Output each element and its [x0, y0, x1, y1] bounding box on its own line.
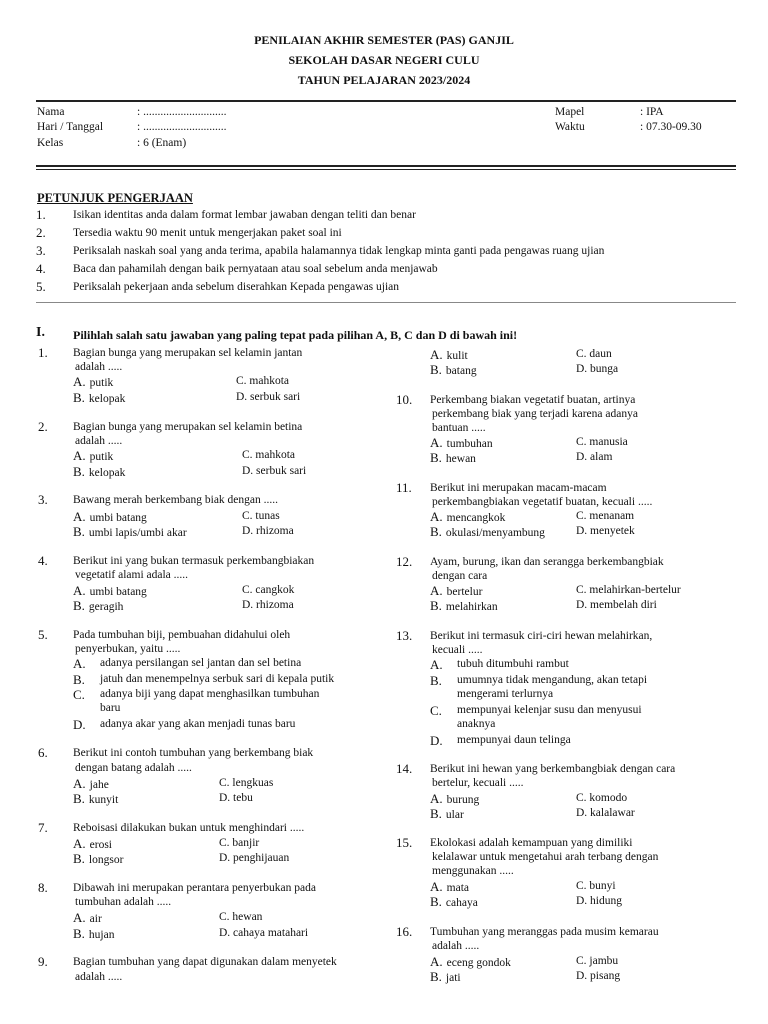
option-letter: A. [73, 374, 86, 389]
option-c[interactable]: C. menanam [576, 510, 635, 522]
option-letter: A. [430, 435, 443, 450]
option-letter: B. [430, 894, 442, 909]
question-text: Bagian bunga yang merupakan sel kelamin betina [73, 421, 303, 433]
question-number: 9. [38, 954, 48, 969]
question-text: Pada tumbuhan biji, pembuahan didahului oleh [73, 629, 291, 641]
question-text: Ekolokasi adalah kemampuan yang dimiliki [430, 837, 633, 849]
option-letter: A. [73, 583, 86, 598]
option-d[interactable]: D. alam [576, 451, 613, 463]
identity-divider-bottom [36, 169, 736, 170]
option-text: hujan [88, 929, 115, 941]
option-a[interactable] [430, 879, 469, 895]
nama-label: Nama [37, 106, 65, 118]
option-a[interactable] [73, 910, 102, 926]
question-text: Perkembang biakan vegetatif buatan, artinya [430, 394, 636, 406]
option-letter: B. [430, 673, 442, 688]
option-d[interactable]: D. hidung [576, 895, 622, 907]
option-a[interactable] [430, 791, 479, 807]
option-d[interactable]: mempunyai daun telinga [457, 734, 571, 746]
section-instruction: Pilihlah salah satu jawaban yang paling tepat pada pilihan A, B, C dan D di bawah ini! [73, 328, 518, 342]
school-year: TAHUN PELAJARAN 2023/2024 [297, 73, 471, 87]
identity-divider-top [36, 165, 736, 167]
option-c[interactable]: C. manusia [576, 436, 628, 448]
option-text: mata [446, 882, 469, 894]
question-text: adalah ..... [75, 361, 123, 373]
option-text: geragih [88, 601, 124, 613]
instruction-number: 1. [36, 207, 46, 222]
question-text: vegetatif alami adala ..... [75, 569, 189, 581]
option-text: okulasi/menyambung [445, 527, 545, 539]
instruction-number: 3. [36, 243, 46, 258]
option-text: putik [89, 377, 114, 389]
option-letter: B. [73, 598, 85, 613]
option-letter: A. [430, 509, 443, 524]
option-c[interactable]: C. komodo [576, 792, 628, 804]
option-text: umbi batang [89, 512, 147, 524]
question-text: Tumbuhan yang meranggas pada musim kemarau [430, 926, 659, 938]
option-b[interactable]: umumnya tidak mengandung, akan tetapi [457, 674, 648, 686]
question-number: 3. [38, 492, 48, 507]
option-letter: B. [430, 450, 442, 465]
instructions-divider [36, 302, 736, 303]
header-divider [36, 100, 736, 102]
option-d[interactable]: D. serbuk sari [236, 391, 301, 403]
option-text: melahirkan [445, 601, 498, 613]
instruction-text: Periksalah pekerjaan anda sebelum diserahkan Kepada pengawas ujian [73, 281, 400, 293]
instruction-text: Periksalah naskah soal yang anda terima, apabila halamannya tidak lengkap minta ganti pada pengawas ruang ujian [73, 245, 605, 257]
option-c-continued: baru [100, 702, 121, 714]
question-number: 5. [38, 627, 48, 642]
option-a[interactable]: adanya persilangan sel jantan dan sel betina [100, 657, 302, 669]
option-text: hewan [445, 453, 476, 465]
option-c[interactable]: C. tunas [242, 510, 280, 522]
option-c[interactable]: C. bunyi [576, 880, 616, 892]
question-text: adalah ..... [75, 971, 123, 983]
option-b[interactable] [73, 390, 125, 406]
option-letter: A. [73, 836, 86, 851]
option-c[interactable]: C. melahirkan-bertelur [576, 584, 681, 596]
option-d[interactable]: adanya akar yang akan menjadi tunas baru [100, 718, 296, 730]
option-c[interactable]: C. banjir [219, 837, 260, 849]
option-d[interactable]: D. bunga [576, 363, 619, 375]
option-a[interactable] [430, 954, 511, 970]
option-c[interactable]: C. cangkok [242, 584, 295, 596]
option-d[interactable]: D. pisang [576, 970, 621, 982]
option-b[interactable] [430, 362, 477, 378]
nama-field: : ............................. [137, 106, 227, 118]
mapel-value: : IPA [640, 106, 664, 118]
option-text: eceng gondok [446, 957, 511, 969]
waktu-value: : 07.30-09.30 [640, 121, 702, 133]
question-text: Berikut ini contoh tumbuhan yang berkembang biak [73, 747, 314, 759]
option-text: tumbuhan [446, 438, 493, 450]
hari-label: Hari / Tanggal [37, 121, 104, 133]
question-text: bantuan ..... [432, 422, 486, 434]
option-a[interactable] [73, 583, 147, 599]
option-d[interactable]: D. serbuk sari [242, 465, 307, 477]
question-text: perkembang biak yang terjadi karena adanya [432, 408, 638, 420]
option-text: batang [445, 365, 477, 377]
option-text: kelopak [88, 393, 126, 405]
option-b-continued: mengerami terlurnya [457, 688, 554, 700]
option-letter: A. [73, 509, 86, 524]
option-letter: B. [73, 672, 85, 687]
question-text: adalah ..... [432, 940, 480, 952]
question-number: 16. [396, 924, 413, 939]
question-number: 15. [396, 835, 413, 850]
question-text: Dibawah ini merupakan perantara penyerbukan pada [73, 882, 316, 894]
option-letter: B. [73, 524, 85, 539]
option-text: jati [445, 972, 461, 984]
question-text: Bagian bunga yang merupakan sel kelamin jantan [73, 347, 303, 359]
option-c[interactable]: mempunyai kelenjar susu dan menyusui [457, 704, 642, 716]
question-text: perkembangbiakan vegetatif buatan, kecuali ..... [432, 496, 653, 508]
option-letter: D. [73, 717, 86, 732]
school-name: SEKOLAH DASAR NEGERI CULU [288, 53, 480, 67]
kelas-value: : 6 (Enam) [137, 137, 187, 149]
option-d[interactable]: D. menyetek [576, 525, 635, 537]
option-d[interactable]: D. rhizoma [242, 599, 294, 611]
question-text: Ayam, burung, ikan dan serangga berkembangbiak [430, 556, 664, 568]
option-letter: A. [430, 954, 443, 969]
option-a[interactable] [430, 347, 468, 363]
question-text: Berikut ini merupakan macam-macam [430, 482, 607, 494]
question-text: kecuali ..... [432, 644, 483, 656]
question-text: Berikut ini termasuk ciri-ciri hewan melahirkan, [430, 630, 653, 642]
option-b[interactable] [430, 969, 461, 985]
instructions-heading: PETUNJUK PENGERJAAN [37, 191, 193, 205]
option-text: umbi batang [89, 586, 147, 598]
option-text: umbi lapis/umbi akar [88, 527, 187, 539]
option-letter: B. [73, 464, 85, 479]
option-text: kulit [446, 350, 468, 362]
option-text: burung [446, 794, 480, 806]
section-roman: I. [36, 325, 45, 340]
option-b[interactable] [430, 598, 498, 614]
hari-field: : ............................. [137, 121, 227, 133]
option-letter: B. [430, 362, 442, 377]
instruction-text: Isikan identitas anda dalam format lembar jawaban dengan teliti dan benar [73, 209, 416, 221]
option-d[interactable]: D. membelah diri [576, 599, 657, 611]
question-text: menggunakan ..... [432, 865, 514, 877]
question-number: 7. [38, 820, 48, 835]
option-a[interactable] [73, 776, 109, 792]
option-d[interactable]: D. penghijauan [219, 852, 290, 864]
exam-title: PENILAIAN AKHIR SEMESTER (PAS) GANJIL [254, 33, 514, 47]
option-b[interactable] [430, 806, 464, 822]
option-text: jahe [89, 779, 109, 791]
option-letter: B. [430, 598, 442, 613]
option-b[interactable] [73, 926, 114, 942]
option-c[interactable]: C. hewan [219, 911, 263, 923]
option-c[interactable]: C. mahkota [236, 375, 290, 387]
option-letter: D. [430, 733, 443, 748]
option-b[interactable] [430, 894, 478, 910]
option-text: kunyit [88, 794, 119, 806]
question-number: 12. [396, 554, 413, 569]
question-number: 1. [38, 345, 48, 360]
question-text: bertelur, kecuali ..... [432, 777, 524, 789]
question-text: kelalawar untuk mengetahui arah terbang dengan [432, 851, 659, 863]
question-number: 2. [38, 419, 48, 434]
option-letter: B. [430, 806, 442, 821]
question-text: Bagian tumbuhan yang dapat digunakan dalam menyetek [73, 956, 337, 968]
option-text: mencangkok [446, 512, 506, 524]
option-a[interactable] [430, 583, 482, 599]
option-a[interactable] [73, 448, 113, 464]
option-c-continued: anaknya [457, 718, 496, 730]
mapel-label: Mapel [555, 106, 585, 118]
question-text: Reboisasi dilakukan bukan untuk menghindari ..... [73, 822, 305, 834]
option-letter: B. [73, 851, 85, 866]
option-c[interactable]: C. daun [576, 348, 612, 360]
question-number: 13. [396, 628, 413, 643]
question-text: adalah ..... [75, 435, 123, 447]
option-text: putik [89, 451, 114, 463]
option-a[interactable] [73, 836, 112, 852]
question-number: 14. [396, 761, 413, 776]
question-text: Berikut ini yang bukan termasuk perkembangbiakan [73, 555, 315, 567]
option-text: cahaya [445, 897, 478, 909]
option-a[interactable] [430, 509, 505, 525]
question-text: tumbuhan adalah ..... [75, 896, 172, 908]
option-b[interactable]: jatuh dan menempelnya serbuk sari di kepala putik [100, 673, 335, 685]
kelas-label: Kelas [37, 137, 64, 149]
option-letter: B. [73, 390, 85, 405]
option-b[interactable] [73, 851, 123, 867]
option-d[interactable]: D. tebu [219, 792, 253, 804]
question-text: dengan batang adalah ..... [75, 762, 192, 774]
option-b[interactable] [73, 464, 125, 480]
option-text: air [89, 913, 102, 925]
option-d[interactable]: D. rhizoma [242, 525, 294, 537]
option-letter: B. [430, 969, 442, 984]
option-a[interactable] [73, 509, 147, 525]
instruction-number: 2. [36, 225, 46, 240]
option-letter: A. [430, 879, 443, 894]
option-letter: A. [73, 910, 86, 925]
option-d[interactable]: D. cahaya matahari [219, 927, 309, 939]
instruction-number: 5. [36, 279, 46, 294]
option-a[interactable]: tubuh ditumbuhi rambut [457, 658, 569, 670]
instruction-text: Tersedia waktu 90 menit untuk mengerjakan paket soal ini [73, 227, 342, 239]
option-c[interactable]: C. jambu [576, 955, 619, 967]
option-letter: A. [73, 776, 86, 791]
option-a[interactable] [430, 435, 493, 451]
option-a[interactable] [73, 374, 113, 390]
option-text: ular [445, 809, 464, 821]
question-number: 11. [396, 480, 412, 495]
option-letter: A. [430, 347, 443, 362]
question-number: 10. [396, 392, 413, 407]
option-text: kelopak [88, 467, 126, 479]
option-text: bertelur [446, 586, 483, 598]
question-number: 6. [38, 745, 48, 760]
question-number: 4. [38, 553, 48, 568]
option-b[interactable] [73, 598, 123, 614]
waktu-label: Waktu [555, 121, 585, 133]
option-letter: A. [430, 583, 443, 598]
option-letter: A. [73, 448, 86, 463]
option-text: longsor [88, 854, 124, 866]
option-letter: B. [73, 791, 85, 806]
option-d[interactable]: D. kalalawar [576, 807, 635, 819]
option-letter: C. [430, 703, 442, 718]
option-letter: A. [73, 656, 86, 671]
instruction-text: Baca dan pahamilah dengan baik pernyataan atau soal sebelum anda menjawab [73, 263, 438, 275]
option-letter: C. [73, 687, 85, 702]
question-text: Bawang merah berkembang biak dengan ..... [73, 494, 279, 506]
option-b[interactable] [430, 524, 545, 540]
option-letter: A. [430, 791, 443, 806]
option-letter: B. [430, 524, 442, 539]
option-c[interactable]: C. lengkuas [219, 777, 274, 789]
option-letter: B. [73, 926, 85, 941]
option-b[interactable] [430, 450, 476, 466]
option-c[interactable]: adanya biji yang dapat menghasilkan tumbuhan [100, 688, 320, 700]
option-c[interactable]: C. mahkota [242, 449, 296, 461]
option-letter: A. [430, 657, 443, 672]
question-text: dengan cara [432, 570, 488, 582]
option-b[interactable] [73, 524, 187, 540]
question-text: Berikut ini hewan yang berkembangbiak dengan cara [430, 763, 676, 775]
question-number: 8. [38, 880, 48, 895]
question-text: penyerbukan, yaitu ..... [75, 643, 181, 655]
option-text: erosi [89, 839, 112, 851]
instruction-number: 4. [36, 261, 46, 276]
option-b[interactable] [73, 791, 118, 807]
